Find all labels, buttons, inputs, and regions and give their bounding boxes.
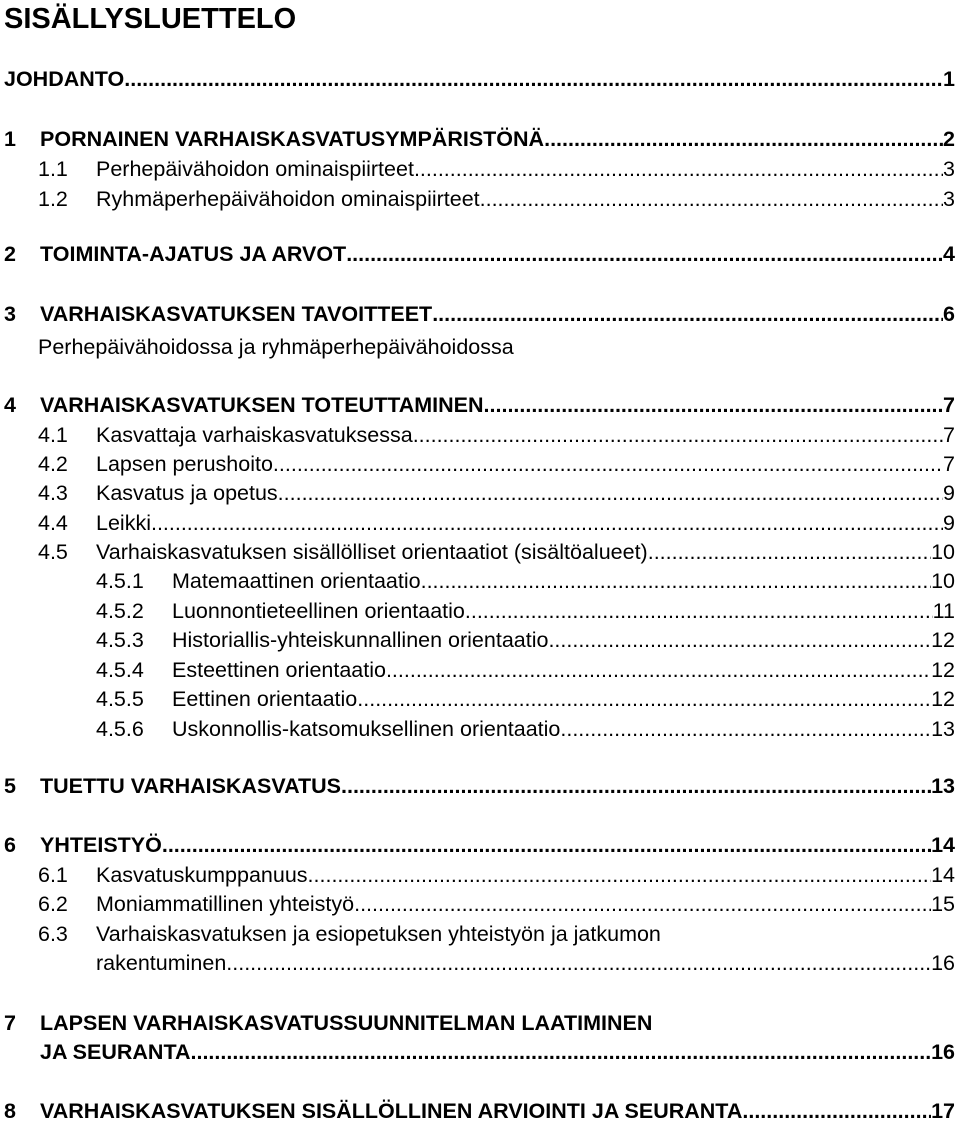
toc-entry-title: LAPSEN VARHAISKASVATUSSUUNNITELMAN LAATIMINEN xyxy=(40,1011,653,1035)
toc-entry-title: PORNAINEN VARHAISKASVATUSYMPÄRISTÖNÄ xyxy=(40,127,545,151)
toc-page-number: 7 xyxy=(943,393,955,417)
toc-entry-number: 4 xyxy=(4,393,16,417)
toc-entry-title: Perhepäivähoidossa ja ryhmäperhepäivähoidossa xyxy=(38,335,514,359)
toc-entry-number: 4.2 xyxy=(38,452,68,476)
dot-leader xyxy=(386,657,931,683)
dot-leader xyxy=(273,451,943,477)
toc-page-number: 1 xyxy=(943,67,955,91)
toc-entry-number: 4.5.2 xyxy=(96,599,144,623)
toc-page-number: 14 xyxy=(931,833,955,857)
dot-leader xyxy=(548,627,931,653)
toc-page-number: 2 xyxy=(943,127,955,151)
dot-leader xyxy=(341,773,931,799)
toc-entry xyxy=(38,480,955,506)
toc-entry xyxy=(38,921,661,947)
toc-entry xyxy=(38,451,955,477)
dot-leader xyxy=(544,126,943,152)
toc-entry-title: JA SEURANTA xyxy=(40,1040,191,1064)
toc-entry xyxy=(4,126,955,152)
toc-entry xyxy=(4,773,955,799)
toc-entry-number: 1.2 xyxy=(38,187,68,211)
dot-leader xyxy=(742,1098,931,1124)
toc-entry-number: 3 xyxy=(4,302,16,326)
toc-entry xyxy=(38,891,955,917)
toc-entry xyxy=(96,686,955,712)
toc-entry xyxy=(38,862,955,888)
toc-page-number: 10 xyxy=(931,569,955,593)
toc-entry xyxy=(96,598,955,624)
toc-entry xyxy=(38,334,514,360)
toc-entry xyxy=(4,1098,955,1124)
toc-entry-title: TUETTU VARHAISKASVATUS xyxy=(40,774,341,798)
toc-entry-number: 4.5.5 xyxy=(96,687,144,711)
toc-page-number: 7 xyxy=(943,452,955,476)
toc-entry-number: 4.1 xyxy=(38,423,68,447)
toc-entry-number: 4.4 xyxy=(38,511,68,535)
toc-entry-title: Eettinen orientaatio xyxy=(172,687,358,711)
dot-leader xyxy=(191,1039,932,1065)
toc-page-number: 16 xyxy=(931,1040,955,1064)
toc-page-number: 15 xyxy=(931,892,955,916)
toc-entry-title: YHTEISTYÖ xyxy=(40,833,162,857)
toc-entry-title: rakentuminen xyxy=(96,951,227,975)
toc-page-number: 13 xyxy=(931,717,955,741)
toc-entry-title: JOHDANTO xyxy=(4,67,125,91)
toc-entry xyxy=(4,392,955,418)
toc-entry-number: 6 xyxy=(4,833,16,857)
dot-leader xyxy=(226,950,931,976)
toc-entry-title: Varhaiskasvatuksen ja esiopetuksen yhteistyön ja jatkumon xyxy=(96,922,661,946)
dot-leader xyxy=(124,66,943,92)
toc-entry-title: Ryhmäperhepäivähoidon ominaispiirteet xyxy=(96,187,480,211)
toc-entry xyxy=(40,1039,955,1065)
toc-entry-title: Leikki xyxy=(96,511,151,535)
toc-entry xyxy=(96,950,955,976)
toc-entry-number: 4.5.6 xyxy=(96,717,144,741)
toc-entry-number: 5 xyxy=(4,774,16,798)
toc-entry xyxy=(38,539,955,565)
toc-entry-number: 1.1 xyxy=(38,157,68,181)
toc-page-number: 3 xyxy=(943,157,955,181)
toc-page-number: 3 xyxy=(943,187,955,211)
dot-leader xyxy=(151,510,943,536)
dot-leader xyxy=(346,241,943,267)
toc-page-number: 12 xyxy=(931,628,955,652)
dot-leader xyxy=(421,568,931,594)
dot-leader xyxy=(414,156,943,182)
toc-entry-title: Historiallis-yhteiskunnallinen orientaatio xyxy=(172,628,549,652)
toc-entry xyxy=(38,186,955,212)
toc-page-number: 12 xyxy=(931,658,955,682)
toc-page-number: 16 xyxy=(931,951,955,975)
toc-entry-title: Varhaiskasvatuksen sisällölliset orientaatiot (sisältöalueet) xyxy=(96,540,648,564)
toc-page-number: 7 xyxy=(943,423,955,447)
toc-entry xyxy=(38,156,955,182)
toc-entry xyxy=(96,657,955,683)
toc-entry-number: 4.5.3 xyxy=(96,628,144,652)
dot-leader xyxy=(465,598,933,624)
toc-entry-title: TOIMINTA-AJATUS JA ARVOT xyxy=(40,242,347,266)
dot-leader xyxy=(560,716,931,742)
toc-entry-title: Uskonnollis-katsomuksellinen orientaatio xyxy=(172,717,561,741)
toc-entry-number: 6.3 xyxy=(38,922,68,946)
toc-entry-number: 4.5.4 xyxy=(96,658,144,682)
toc-entry-title: Moniammatillinen yhteistyö xyxy=(96,892,355,916)
toc-page-number: 4 xyxy=(943,242,955,266)
toc-page-number: 17 xyxy=(931,1099,955,1123)
toc-entry xyxy=(38,510,955,536)
toc-entry xyxy=(4,241,955,267)
toc-entry-number: 6.2 xyxy=(38,892,68,916)
toc-entry-title: Perhepäivähoidon ominaispiirteet xyxy=(96,157,414,181)
toc-entry-number: 4.5.1 xyxy=(96,569,144,593)
dot-leader xyxy=(308,862,932,888)
dot-leader xyxy=(278,480,943,506)
toc-entry-number: 4.5 xyxy=(38,540,68,564)
dot-leader xyxy=(648,539,931,565)
toc-entry xyxy=(38,422,955,448)
toc-entry-title: Luonnontieteellinen orientaatio xyxy=(172,599,465,623)
toc-page-number: 13 xyxy=(931,774,955,798)
toc-entry-number: 6.1 xyxy=(38,863,68,887)
toc-entry xyxy=(96,568,955,594)
toc-entry-title: Kasvatuskumppanuus xyxy=(96,863,308,887)
toc-entry-number: 4.3 xyxy=(38,481,68,505)
toc-page-number: 9 xyxy=(943,511,955,535)
dot-leader xyxy=(357,686,931,712)
toc-page-number: 6 xyxy=(943,302,955,326)
dot-leader xyxy=(480,186,943,212)
dot-leader xyxy=(413,422,943,448)
toc-entry-title: VARHAISKASVATUKSEN SISÄLLÖLLINEN ARVIOINTI JA SEURANTA xyxy=(40,1099,743,1123)
toc-page-number: 11 xyxy=(932,599,955,623)
toc-page-number: 10 xyxy=(931,540,955,564)
dot-leader xyxy=(484,392,943,418)
toc-page-number: 14 xyxy=(931,863,955,887)
toc-entry-title: VARHAISKASVATUKSEN TOTEUTTAMINEN xyxy=(40,393,484,417)
toc-page-number: 12 xyxy=(931,687,955,711)
toc-entry xyxy=(4,1010,652,1036)
toc-entry-number: 7 xyxy=(4,1011,16,1035)
dot-leader xyxy=(432,301,943,327)
toc-entry xyxy=(96,716,955,742)
toc-entry-title: Lapsen perushoito xyxy=(96,452,273,476)
toc-entry xyxy=(4,66,955,92)
dot-leader xyxy=(162,832,931,858)
toc-page-number: 9 xyxy=(943,481,955,505)
toc-entry-title: Esteettinen orientaatio xyxy=(172,658,386,682)
toc-entry xyxy=(4,301,955,327)
toc-entry-number: 1 xyxy=(4,127,16,151)
toc-entry-title: VARHAISKASVATUKSEN TAVOITTEET xyxy=(40,302,433,326)
dot-leader xyxy=(354,891,931,917)
toc-entry-number: 8 xyxy=(4,1099,16,1123)
toc-entry-number: 2 xyxy=(4,242,16,266)
toc-entry-title: Kasvatus ja opetus xyxy=(96,481,278,505)
toc-entry xyxy=(4,832,955,858)
toc-title: SISÄLLYSLUETTELO xyxy=(4,3,297,35)
toc-entry xyxy=(96,627,955,653)
toc-entry-title: Matemaattinen orientaatio xyxy=(172,569,421,593)
toc-entry-title: Kasvattaja varhaiskasvatuksessa xyxy=(96,423,413,447)
